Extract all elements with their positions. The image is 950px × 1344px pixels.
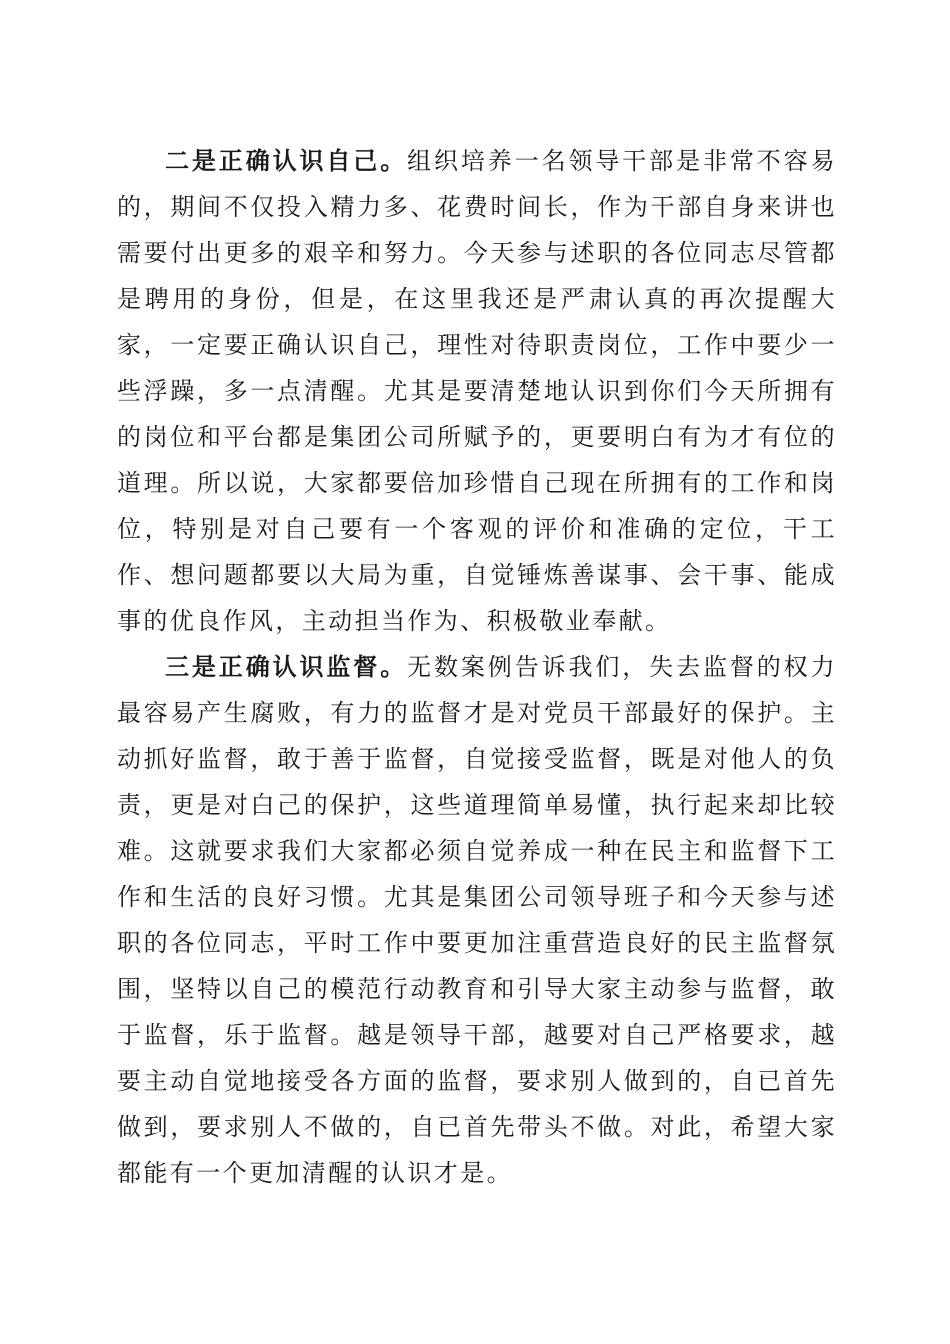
paragraph-self-awareness [117,138,837,644]
paragraph-text: 组织培养一名领导干部是非常不容易的，期间不仅投入精力多、花费时间长，作为干部自身来讲也需要付出更多的艰辛和努力。今天参与述职的各位同志尽管都是聘用的身份，但是，在这里我还是严肃认真的再次提醒大家，一定要正确认识自己，理性对待职责岗位，工作中要少一些浮躁，多一点清醒。尤其是要清楚地认识到你们今天所拥有的岗位和平台都是集团公司所赋予的，更要明白有为才有位的道理。所以说，大家都要倍加珍惜自己现在所拥有的工作和岗位，特别是对自己要有一个客观的评价和准确的定位，干工作、想问题都要以大局为重，自觉锤炼善谋事、会干事、能成事的优良作风，主动担当作为、积极敬业奉献。 [117,147,837,635]
paragraph-supervision [117,644,837,1196]
document-body [117,138,837,1196]
paragraph-heading: 二是正确认识自己。 [165,146,408,175]
paragraph-heading: 三是正确认识监督。 [165,652,408,681]
paragraph-text: 无数案例告诉我们，失去监督的权力最容易产生腐败，有力的监督才是对党员干部最好的保护。主动抓好监督，敢于善于监督，自觉接受监督，既是对他人的负责，更是对白己的保护，这些道理简单易懂，执行起来却比较难。这就要求我们大家都必须自觉养成一种在民主和监督下工作和生活的良好习惯。尤其是集团公司领导班子和今天参与述职的各位同志，平时工作中要更加注重营造良好的民主监督氛围，坚特以自己的模范行动教育和引导大家主动参与监督，敢于监督，乐于监督。越是领导干部，越要对自己严格要求，越要主动自觉地接受各方面的监督，要求别人做到的，自已首先做到，要求别人不做的，自已首先带头不做。对此，希望大家都能有一个更加清醒的认识才是。 [117,653,837,1187]
